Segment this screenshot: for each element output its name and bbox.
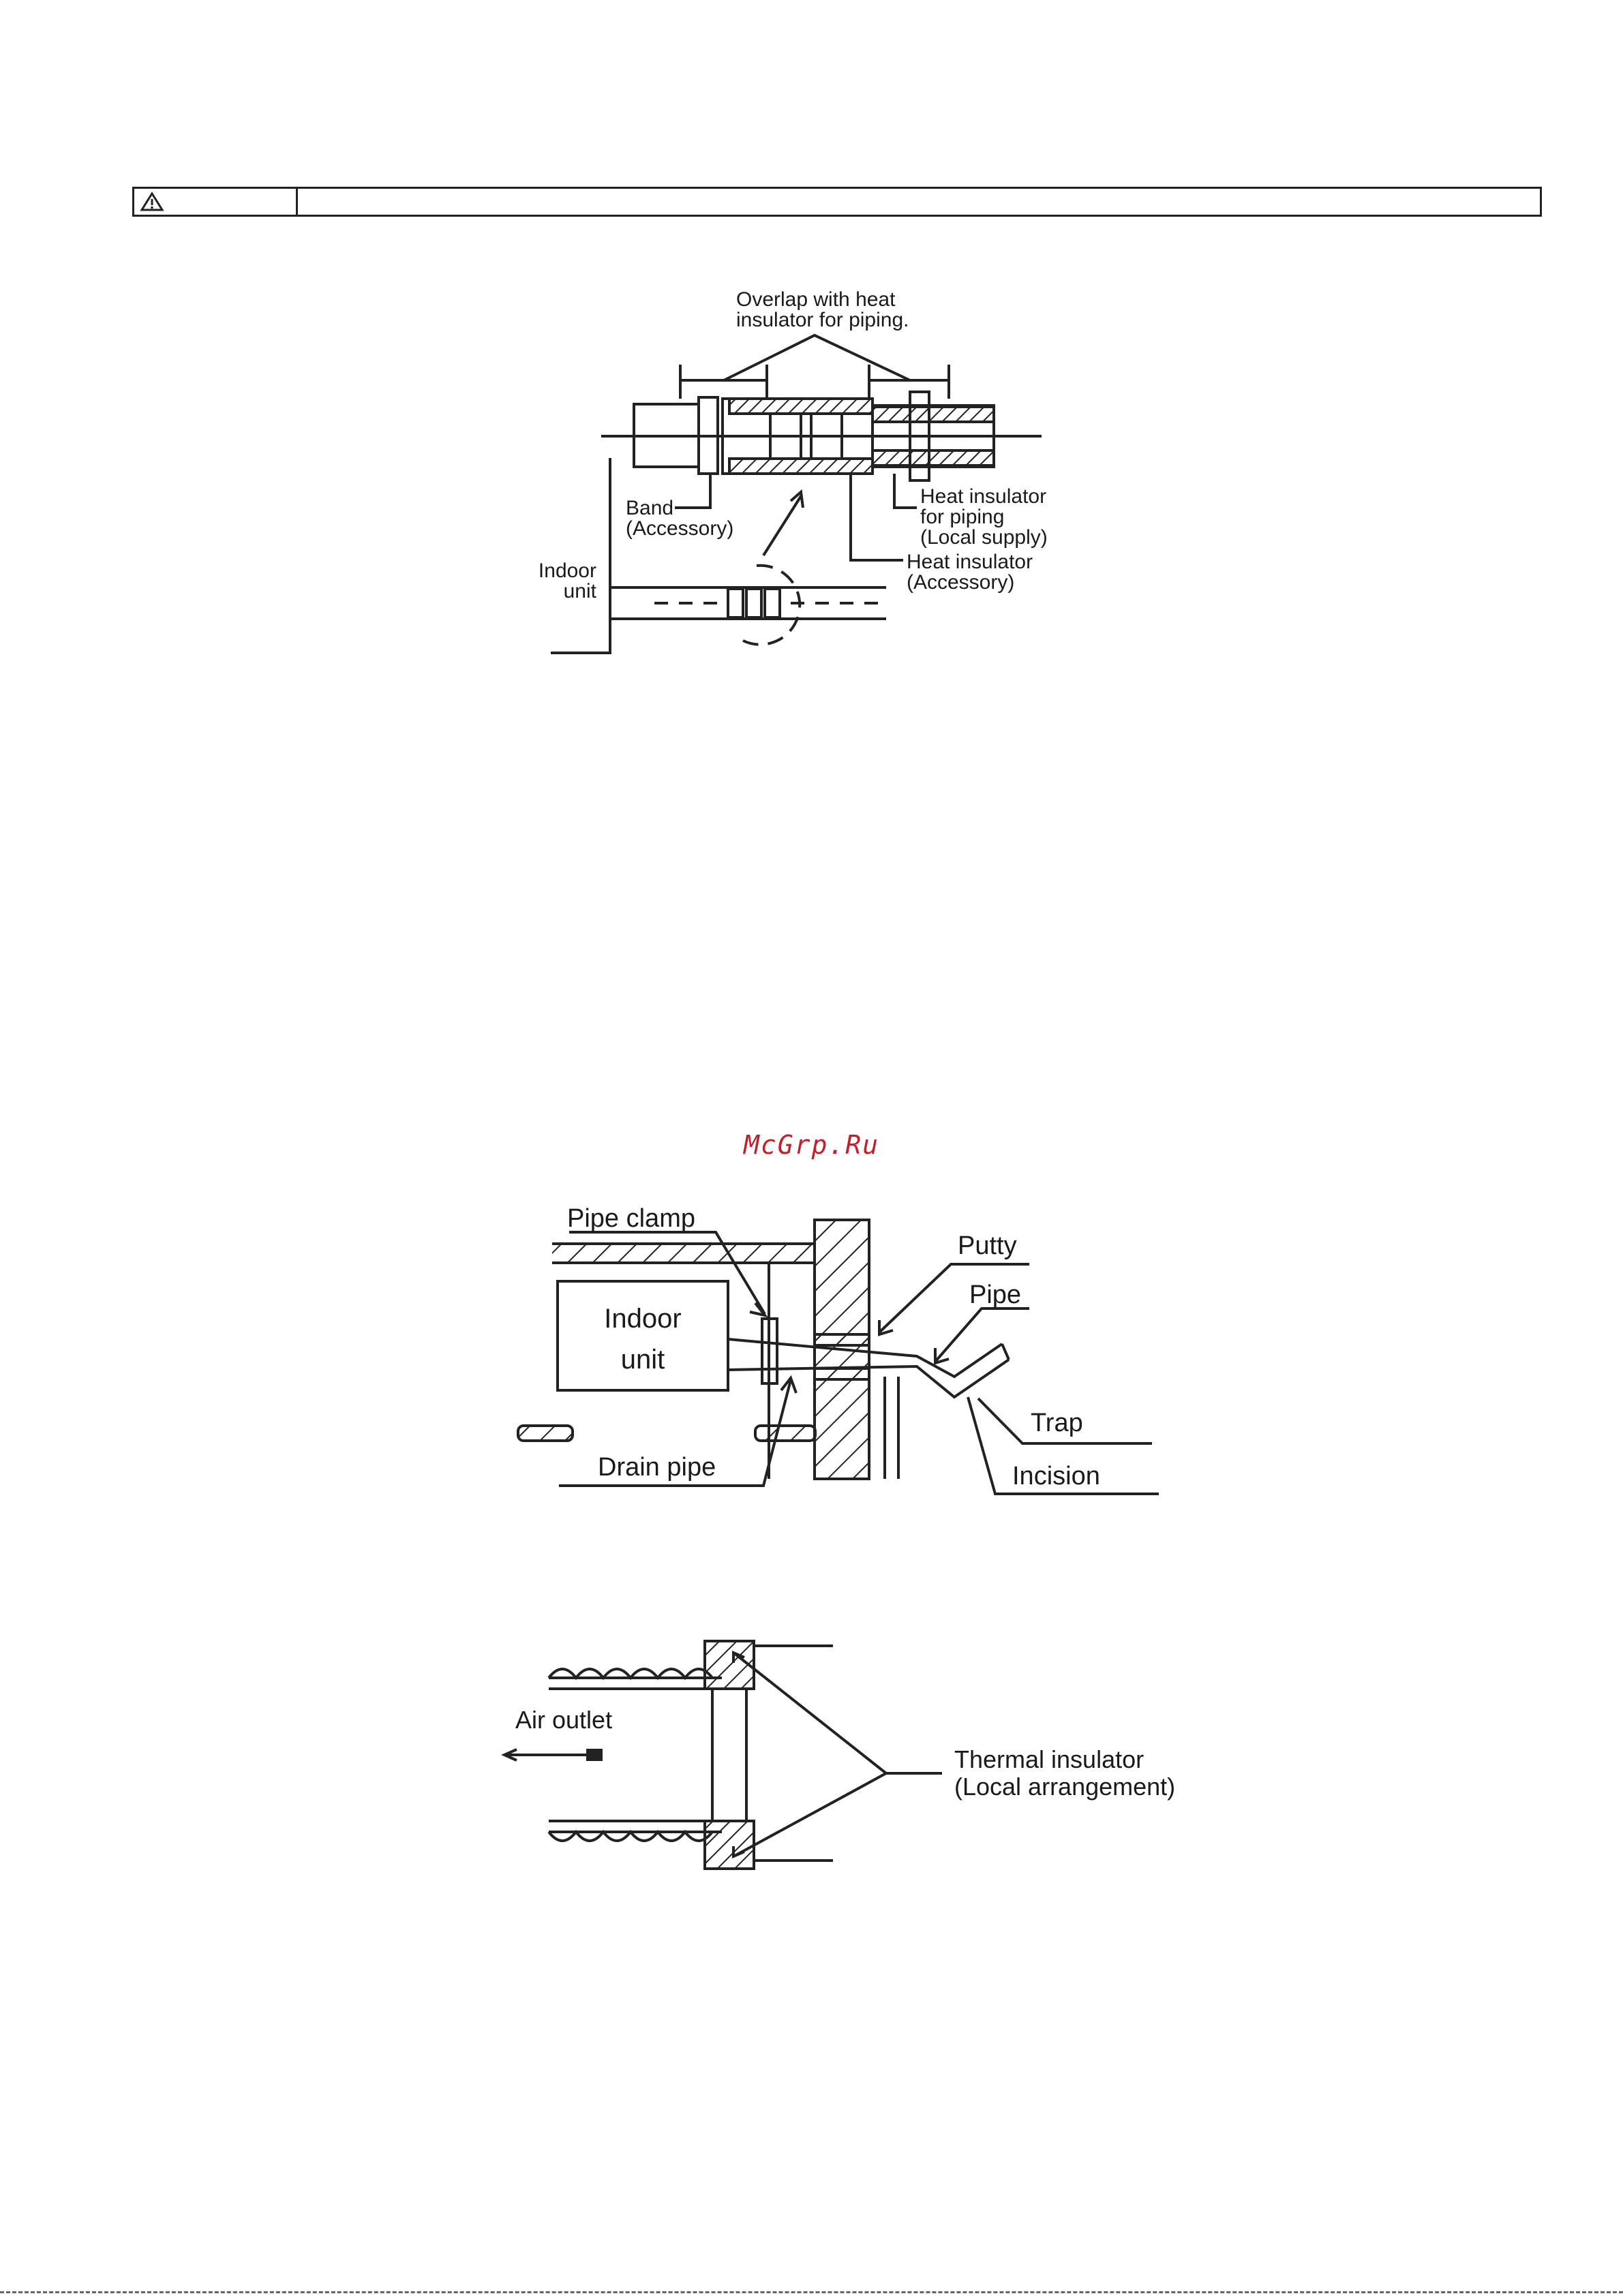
- caution-text: [298, 189, 1540, 215]
- indoor-unit-box-line1: Indoor: [604, 1304, 682, 1334]
- indoor-unit-label-line1: Indoor: [538, 560, 596, 582]
- trap-label: Trap: [1031, 1409, 1083, 1437]
- thermal-insulator-line1: Thermal insulator: [954, 1745, 1144, 1773]
- figure-air-outlet-insulation: [0, 1622, 1623, 1881]
- thermal-insulator-line2: (Local arrangement): [954, 1773, 1176, 1801]
- drain-pipe-label: Drain pipe: [598, 1453, 716, 1482]
- putty-label: Putty: [958, 1231, 1017, 1260]
- heat-insulator-piping-line1: Heat insulator: [920, 485, 1047, 508]
- caution-icon-cell: [134, 189, 298, 215]
- heat-insulator-accessory-line2: (Accessory): [907, 571, 1015, 594]
- band-label-line1: Band: [626, 497, 674, 519]
- heat-insulator-piping-line2: for piping: [920, 506, 1005, 528]
- indoor-unit-box-line2: unit: [620, 1345, 665, 1375]
- page-bottom-rule: [0, 2291, 1623, 2293]
- warning-triangle-icon: [140, 192, 164, 212]
- pipe-clamp-label: Pipe clamp: [567, 1204, 695, 1233]
- watermark-text: McGrp.Ru: [743, 1130, 880, 1160]
- overlap-label-line1: Overlap with heat: [736, 288, 896, 311]
- figure-pipe-insulation: [0, 273, 1623, 668]
- heat-insulator-piping-line3: (Local supply): [920, 526, 1048, 549]
- incision-label: Incision: [1012, 1462, 1100, 1490]
- heat-insulator-accessory-line1: Heat insulator: [907, 551, 1033, 573]
- caution-table: [132, 187, 1542, 217]
- overlap-label-line2: insulator for piping.: [736, 309, 909, 331]
- figure-drain-trap: [0, 1186, 1623, 1513]
- pipe-label: Pipe: [969, 1281, 1022, 1309]
- indoor-unit-label-line2: unit: [563, 580, 596, 602]
- band-label-line2: (Accessory): [626, 517, 734, 540]
- air-outlet-label: Air outlet: [515, 1706, 613, 1734]
